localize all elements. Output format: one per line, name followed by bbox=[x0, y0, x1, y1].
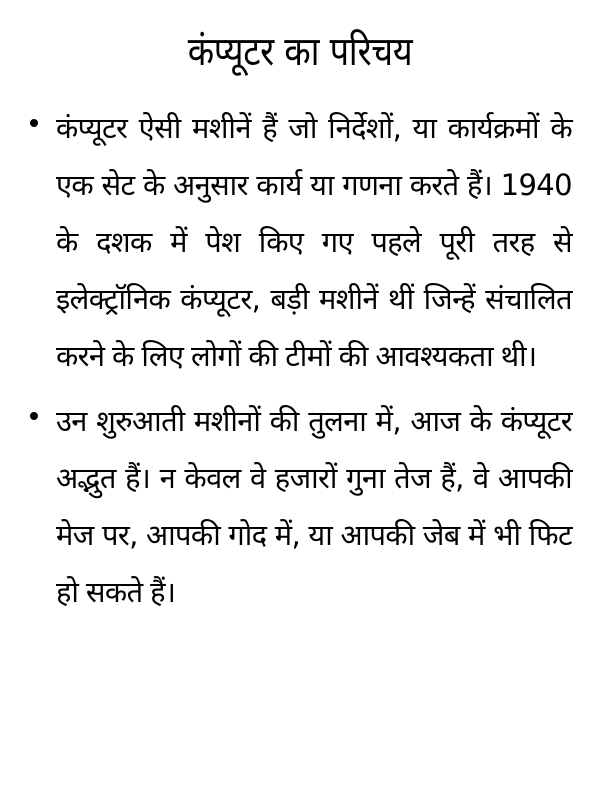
bullet-text-1: कंप्यूटर ऐसी मशीनें हैं जो निर्देशों, या कार्यक्रमों के एक सेट के अनुसार कार्य या गणना करते हैं। 1940 के दशक में पेश किए गए पहले पूरी तरह से इलेक्ट्रॉनिक कंप्यूटर, बड़ी मशीनें थीं जिन्हें संचालित करने के लिए लोगों की टीमों की आवश्यकता थी। bbox=[56, 111, 572, 373]
bullet-item-1 bbox=[28, 100, 572, 385]
bullet-text-2: उन शुरुआती मशीनों की तुलना में, आज के कंप्यूटर अद्भुत हैं। न केवल वे हजारों गुना तेज हैं, वे आपकी मेज पर, आपकी गोद में, या आपकी जेब में भी फिट हो सकते हैं। bbox=[56, 404, 572, 609]
bullet-list bbox=[28, 100, 572, 621]
bullet-item-2 bbox=[28, 393, 572, 621]
slide-title: कंप्यूटर का परिचय bbox=[187, 29, 413, 75]
bullet-point-icon bbox=[30, 412, 38, 420]
bullet-point-icon bbox=[30, 119, 38, 127]
